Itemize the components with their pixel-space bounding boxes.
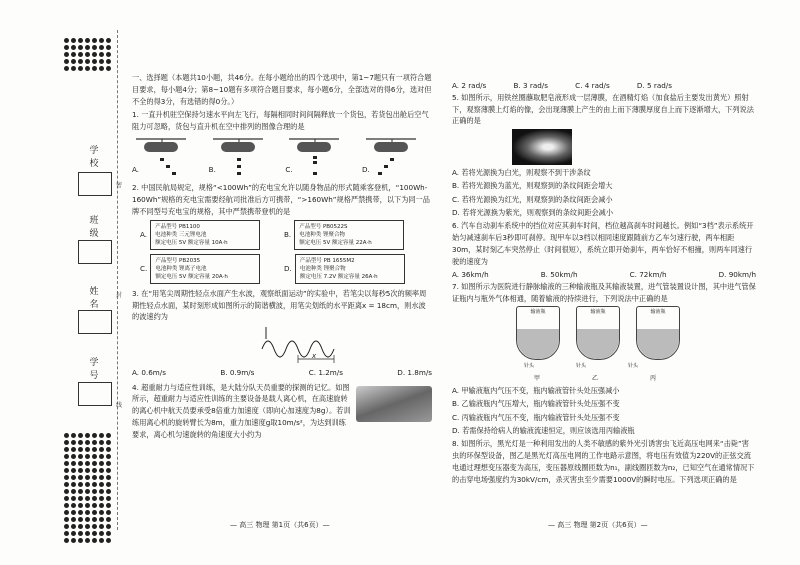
question-5: 5. 如图所示，用铁丝圈蘸取肥皂液形成一层薄膜，在酒精灯焰（加食盐后主要发出黄光）照射下，观察薄膜上灯焰的像，会出现薄膜上产生的由上而下薄膜厚度自上而下逐渐增大，下列说法正确的是 — [452, 92, 754, 126]
q1-figures — [132, 134, 432, 180]
label-jia: 甲 — [534, 375, 541, 383]
label-bing: 丙 — [650, 375, 657, 383]
q7-figure — [516, 306, 756, 360]
q2-tags — [140, 220, 410, 284]
q1-option-c[interactable]: C. — [285, 134, 355, 180]
spec-label: 产品型号 PB1100 电池种类 三元锂电池 额定电压 5V 额定容量 10A·h — [150, 220, 260, 250]
binding-dot-row — [64, 475, 112, 480]
seal-char: 封 — [116, 292, 123, 299]
right-column — [452, 80, 756, 487]
binding-dot-row — [64, 468, 112, 473]
name-field[interactable] — [78, 310, 112, 334]
binding-dot-row — [64, 440, 112, 445]
q2-option-c[interactable]: C. 产品型号 PB2035 电池种类 锂离子电池 额定电压 5V 额定容量 20A·h — [140, 254, 266, 284]
spec-label: 产品型号 PB 1655M2 电池种类 锂聚合物 额定电压 7.2V 额定容量 26A·h — [295, 254, 405, 284]
q3-option-c[interactable]: C. 1.2m/s — [308, 367, 343, 377]
infusion-bottle-bing: 输液瓶 — [636, 306, 680, 360]
binding-dot-row — [64, 66, 112, 71]
class-field[interactable] — [78, 240, 112, 264]
q6-options — [452, 269, 756, 281]
q3-figure — [252, 325, 432, 367]
q4-option-d[interactable]: D. 5 rad/s — [636, 81, 672, 90]
q6-option-a[interactable]: A. 36km/h — [452, 270, 489, 280]
helicopter-icon — [362, 134, 422, 180]
binding-dot-row — [64, 52, 112, 57]
binding-dot-row — [64, 45, 112, 50]
q4-option-a[interactable]: A. 2 rad/s — [452, 81, 487, 90]
q5-option-a[interactable]: A. 若将光源换为白光，则观察不到干涉条纹 — [452, 168, 591, 178]
q6-option-d[interactable]: D. 90km/h — [718, 270, 756, 280]
q7-option-c[interactable]: C. 丙输液瓶内气压不变，瓶内输液管针头处压强不变 — [452, 412, 620, 422]
q2-option-a[interactable]: A. 产品型号 PB1100 电池种类 三元锂电池 额定电压 5V 额定容量 10A·h — [140, 220, 266, 250]
helicopter-icon — [285, 134, 345, 180]
q2-option-b[interactable]: B. 产品型号 PB0522S 电池种类 锂聚合物 额定电压 5V 额定容量 22A·h — [284, 220, 410, 250]
q7-option-d[interactable]: D. 若需保持给病人的输液流速恒定，则应该选用丙输液瓶 — [452, 425, 635, 435]
question-8: 8. 如图所示，黑光灯是一种利用发出的人类不敏感的紫外光引诱害虫飞近高压电网来“击毙”害虫的环保型设备，图乙是黑光灯高压电网的工作电路示意图，将电压有效值为220V的正弦交流电通过理想变压器变为高压，变压器原线圈匝数为n₁，副线圈匝数为n₂，已知空气在通常情况下的击穿电场强度约为30kV/cm，杀灭害虫至少需要1000V的瞬时电压。下列选项正确的是 — [452, 439, 755, 484]
school-label: 学 校 — [89, 146, 105, 169]
question-2: 2. 中国民航局规定，规格“<100Wh”的充电宝允许以随身物品的形式随乘客登机，“100Wh-160Wh”规格的充电宝需要经航司批准后方可携带，“>160Wh”规格严禁携带，以下为同一品牌不同型号充电宝的规格，其中严禁携带登机的是 — [132, 183, 430, 217]
binding-dot-row — [64, 496, 112, 501]
q4-option-c[interactable]: C. 4 rad/s — [575, 81, 610, 90]
q6-option-b[interactable]: B. 50km/h — [540, 270, 578, 280]
question-3: 3. 在“用笔尖周期性轻点水面产生水波，观察纸面运动”的实验中，若笔尖以每秒5次的频率周期性轻点水面，某时刻形成如图所示的简谐横波，用笔尖划纸的水平距离x = 18cm，则水波的波速约为 — [132, 288, 427, 322]
q4-options — [452, 80, 756, 92]
binding-dot-row — [64, 59, 112, 64]
page-footer-2: — 高三 物理 第2页（共6页）— — [548, 521, 648, 529]
question-1: 1. 一直升机驻空保持匀速水平向左飞行，每隔相同时间间隔释放一个货包，若货包出舱后空气阻力可忽略，货包与直升机在空中排列的图像合理的是 — [132, 109, 429, 131]
school-field[interactable] — [78, 172, 112, 196]
binding-dot-row — [64, 433, 112, 438]
binding-dot-row — [64, 503, 112, 508]
question-6: 6. 汽车自动刹车系统中的挡位对应其刹车时间，档位越高刹车时间越长。例如“3档”表示系统开始匀减速刹车后3秒即可刹停。现甲车以3档以相同速度跟随前方乙车匀速行驶，两车相距30m，某时刻乙车突然停止（时间很短），系统立即开始刹车，两车恰好不相撞，则两车同速行驶的速度为 — [452, 221, 754, 266]
seal-char: 线 — [116, 402, 123, 409]
binding-dot-row — [64, 489, 112, 494]
q6-option-c[interactable]: C. 72km/h — [629, 270, 667, 280]
q1-option-d[interactable]: D. — [362, 134, 432, 180]
binding-dot-row — [64, 461, 112, 466]
id-field[interactable] — [78, 382, 112, 406]
id-label: 学 号 — [89, 358, 105, 381]
q3-option-b[interactable]: B. 0.9m/s — [220, 367, 255, 377]
left-column — [132, 72, 432, 442]
section-title: 一、选择题（本题共10小题，共46分。在每小题给出的四个选项中，第1~7题只有一项符合题目要求，每小题4分；第8~10题有多项符合题目要求，每小题6分，全部选对的得6分，选对但不全的得3分，有选错的得0分。） — [132, 73, 432, 106]
q2-option-d[interactable]: D. 产品型号 PB 1655M2 电池种类 锂聚合物 额定电压 7.2V 额定容量 26A·h — [284, 254, 410, 284]
soap-film-photo — [512, 129, 572, 165]
centrifuge-photo — [356, 386, 432, 422]
infusion-bottle-jia: 输液瓶 — [516, 306, 560, 360]
q3-option-a[interactable]: A. 0.6m/s — [132, 367, 166, 377]
question-4: 4. 超重耐力与适应性训练，是大陆分队天员重要的探测的记忆。如图所示，超重耐力与适应性训练的主要设备是载人离心机，在高速旋转的离心机中航天员要承受8倍重力加速度（即向心加速度为8g）。若训练用离心机的旋转臂长为8m，重力加速度g取10m/s²，为达到训练要求，离心机匀速旋转的角速度大小约为 — [132, 382, 351, 439]
binding-dot-row — [64, 510, 112, 515]
needle-labels: 针头 针头 针头 — [524, 363, 639, 370]
helicopter-icon — [209, 134, 269, 180]
q7-option-b[interactable]: B. 乙输液瓶内气压增大，瓶内输液管针头处压强不变 — [452, 399, 620, 409]
binding-dot-row — [64, 524, 112, 529]
q1-option-b[interactable]: B. — [209, 134, 279, 180]
helicopter-icon — [132, 134, 192, 180]
binding-dot-row — [64, 517, 112, 522]
q1-option-a[interactable]: A. — [132, 134, 202, 180]
question-7: 7. 如图所示为医院进行静脉输液的三种输液瓶及其输液装置，进气管装置设计图，其中进气管保证瓶内与瓶外气体相通，随着输液的持续进行，下列说法中正确的是 — [452, 281, 756, 303]
binding-dot-row — [64, 538, 112, 543]
q5-option-d[interactable]: D. 若将光源换为紫光，则观察到的条纹间距会减小 — [452, 208, 614, 218]
class-label: 班 级 — [89, 216, 105, 239]
spec-label: 产品型号 PB0522S 电池种类 锂聚合物 额定电压 5V 额定容量 22A·h — [294, 220, 404, 250]
q3-option-d[interactable]: D. 1.8m/s — [397, 367, 432, 377]
bottle-labels — [534, 373, 756, 385]
q5-option-c[interactable]: C. 若将光源换为红光，则观察到的条纹间距会减小 — [452, 194, 613, 204]
label-yi: 乙 — [592, 375, 599, 383]
name-label: 姓 名 — [89, 287, 105, 310]
binding-dot-row — [64, 531, 112, 536]
q3-options — [132, 367, 432, 379]
q7-option-a[interactable]: A. 甲输液瓶内气压不变，瓶内输液管针头处压强减小 — [452, 386, 620, 396]
seal-line — [117, 30, 118, 530]
binding-dot-row — [64, 447, 112, 452]
q5-option-b[interactable]: B. 若将光源换为蓝光，则观察到的条纹间距会增大 — [452, 181, 613, 191]
infusion-bottle-yi: 输液瓶 — [576, 306, 620, 360]
wave-x-label: x — [312, 351, 317, 360]
seal-char: 密 — [116, 182, 123, 189]
page-footer-1: — 高三 物理 第1页（共6页）— — [230, 521, 330, 529]
spec-label: 产品型号 PB2035 电池种类 锂离子电池 额定电压 5V 额定容量 20A·h — [150, 254, 260, 284]
binding-dot-row — [64, 38, 112, 43]
binding-dot-row — [64, 454, 112, 459]
binding-dot-row — [64, 482, 112, 487]
q4-option-b[interactable]: B. 3 rad/s — [513, 81, 548, 90]
